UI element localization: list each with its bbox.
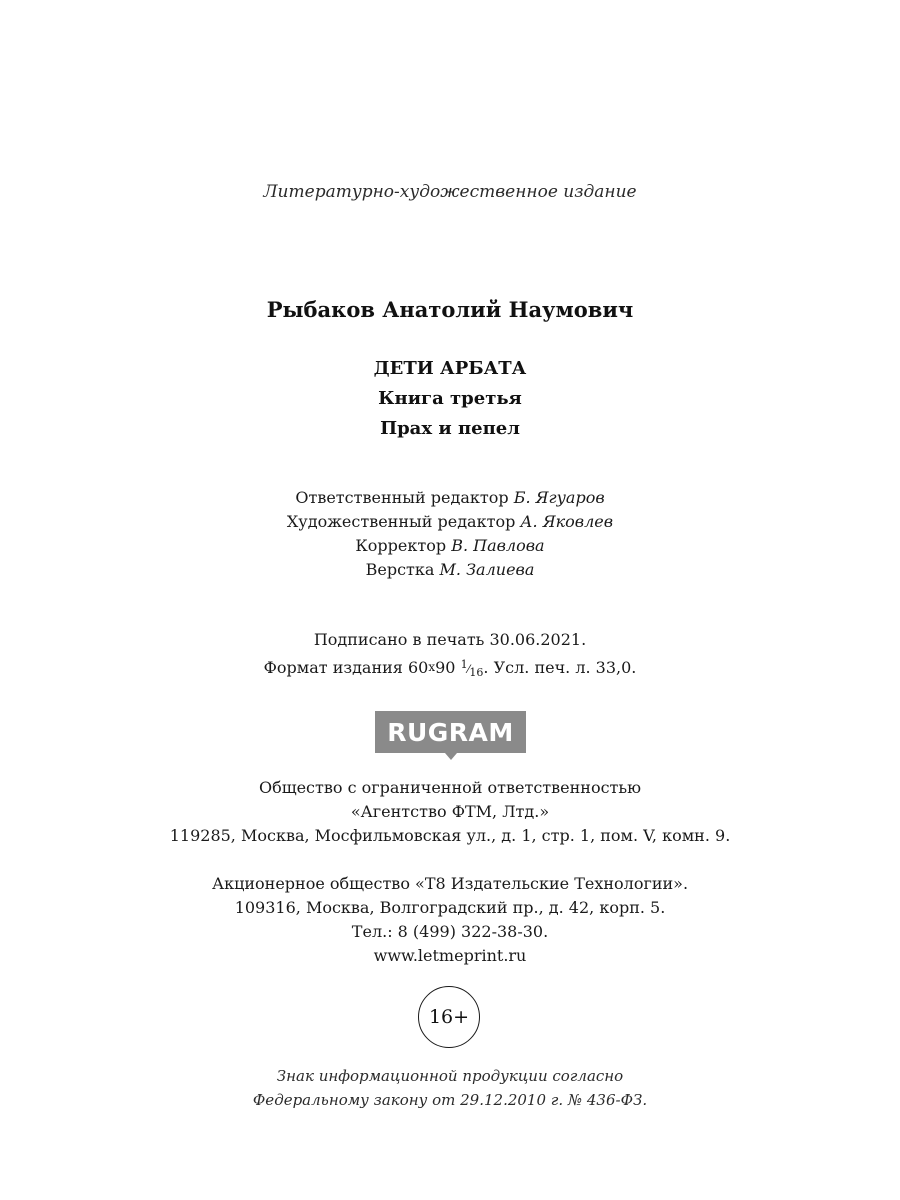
edition-type: Литературно-художественное издание: [263, 182, 637, 202]
publisher-line: Общество с ограниченной ответственностью: [258, 778, 642, 797]
credit-role: Верстка: [365, 560, 435, 579]
credit-role: Ответственный редактор: [295, 488, 509, 507]
printer-address: 109316, Москва, Волгоградский пр., д. 42, корп. 5.: [234, 898, 666, 917]
age-rating-badge: [418, 986, 480, 1048]
publisher-address: 119285, Москва, Мосфильмовская ул., д. 1, стр. 1, пом. V, комн. 9.: [169, 826, 731, 845]
format-line: [0, 652, 900, 685]
format-fraction: $^1⁄_{16}$: [460, 658, 484, 679]
credit-role: Корректор: [355, 536, 447, 555]
credit-line: [0, 534, 900, 558]
publisher-line: «Агентство ФТМ, Лтд.»: [350, 802, 550, 821]
credit-name: Б. Ягуаров: [513, 488, 605, 507]
logo-text: RUGRAM: [387, 717, 514, 747]
title-block: [0, 354, 900, 444]
printer-info: [0, 872, 900, 968]
notice-line: Знак информационной продукции согласно: [276, 1067, 624, 1085]
age-rating-text: 16+: [428, 1006, 470, 1028]
author-name: Рыбаков Анатолий Наумович: [266, 297, 634, 322]
credit-name: В. Павлова: [451, 536, 545, 555]
format-prefix: Формат издания 60: [263, 658, 429, 677]
format-mid: 90: [435, 658, 461, 677]
printer-line: Акционерное общество «Т8 Издательские Технологии».: [211, 874, 689, 893]
credit-role: Художественный редактор: [286, 512, 516, 531]
credit-name: М. Залиева: [439, 560, 535, 579]
fraction-numerator: 1: [460, 658, 468, 671]
notice-line: Федеральному закону от 29.12.2010 г. № 436-ФЗ.: [252, 1091, 648, 1109]
fraction-denominator: 16: [469, 666, 484, 679]
signed-date: Подписано в печать 30.06.2021.: [313, 630, 587, 649]
credit-name: А. Яковлев: [520, 512, 614, 531]
credit-line: [0, 558, 900, 582]
printer-phone: Тел.: 8 (499) 322-38-30.: [351, 922, 549, 941]
credit-line: [0, 510, 900, 534]
publisher-info: [0, 776, 900, 848]
rugram-logo: [375, 711, 526, 753]
logo-notch: [445, 753, 457, 760]
series-title: ДЕТИ АРБАТА: [373, 358, 527, 379]
legal-notice: [0, 1064, 900, 1112]
book-subtitle: Прах и пепел: [380, 418, 520, 439]
format-suffix: . Усл. печ. л. 33,0.: [483, 658, 637, 677]
credit-line: [0, 486, 900, 510]
book-number: Книга третья: [378, 388, 522, 409]
format-times: x: [428, 660, 436, 674]
printer-website: www.letmeprint.ru: [373, 946, 527, 965]
credits-list: [0, 486, 900, 582]
print-info: [0, 627, 900, 685]
